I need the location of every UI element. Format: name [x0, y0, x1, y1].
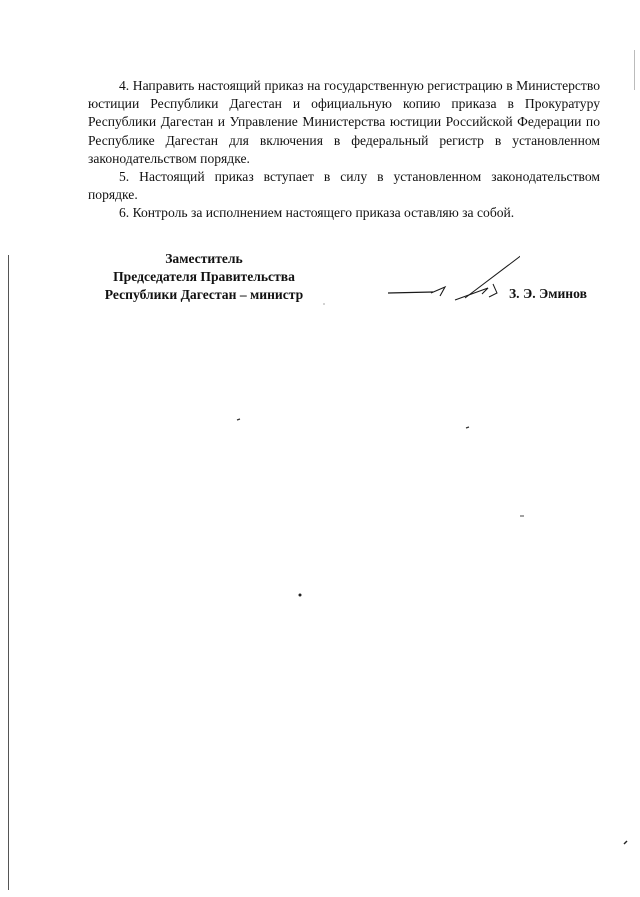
paragraph-5: 5. Настоящий приказ вступает в силу в установленном законодательством порядке. [88, 169, 600, 203]
signatory-name: З. Э. Эминов [509, 286, 587, 301]
signatory-title-line-3: Республики Дагестан – министр [104, 287, 304, 302]
signatory-title-line-2: Председателя Правительства [113, 269, 295, 284]
signatory-title-line-1: Заместитель [165, 251, 243, 266]
paragraph-4: 4. Направить настоящий приказ на государственную регистрацию в Министерство юстиции Республики Дагестан и официальную копию приказа в Прокуратуру Республики Дагестан и Управление Министерства юстиции Российской Федерации по Республике Дагестан для включения в федеральный регистр в установленном законодательством порядке. [88, 78, 600, 166]
paragraph-6: 6. Контроль за исполнением настоящего приказа оставляю за собой. [119, 205, 515, 220]
